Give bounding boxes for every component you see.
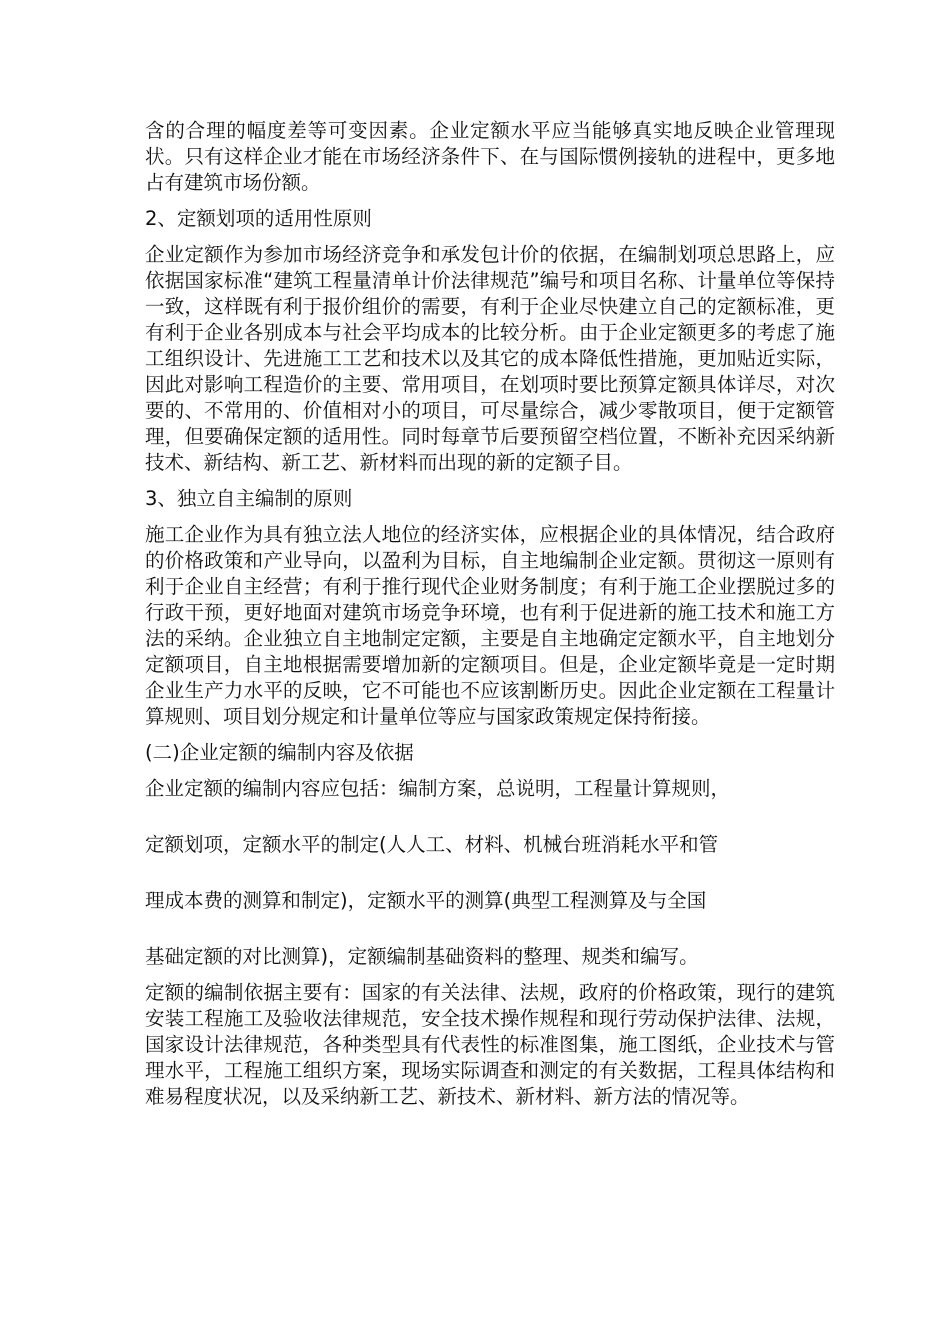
section-heading-independence: 3、独立自主编制的原则: [145, 487, 353, 510]
line-spacer: [145, 914, 835, 944]
section-heading-applicability: 2、定额划项的适用性原则: [145, 207, 372, 230]
content-line: 企业定额的编制内容应包括：编制方案，总说明，工程量计算规则，: [145, 777, 731, 800]
content-line: 基础定额的对比测算)，定额编制基础资料的整理、规类和编写。: [145, 945, 699, 968]
independence-paragraph: 施工企业作为具有独立法人地位的经济实体，应根据企业的具体情况，结合政府的价格政策和产业导向，以盈利为目标，自主地编制企业定额。贯彻这一原则有利于企业自主经营；有利于推行现代企业财务制度；有利于施工企业摆脱过多的行政干预，更好地面对建筑市场竞争环境，也有利于促进新的施工技术和施工方法的采纳。企业独立自主地制定定额，主要是自主地确定定额水平，自主地划分定额项目，自主地根据需要增加新的定额项目。但是，企业定额毕竟是一定时期企业生产力水平的反映，它不可能也不应该割断历史。因此企业定额在工程量计算规则、项目划分规定和计量单位等应与国家政策规定保持衔接。: [145, 523, 835, 728]
line-spacer: [145, 858, 835, 888]
document-page: [145, 118, 835, 1120]
basis-paragraph: 定额的编制依据主要有：国家的有关法律、法规，政府的价格政策，现行的建筑安装工程施工及验收法律规范，安全技术操作规程和现行劳动保护法律、法规，国家设计法律规范，各种类型具有代表性的标准图集，施工图纸，企业技术与管理水平，工程施工组织方案，现场实际调查和测定的有关数据，工程具体结构和难易程度状况，以及采纳新工艺、新技术、新材料、新方法的情况等。: [145, 981, 835, 1108]
section-heading-content-basis: (二)企业定额的编制内容及依据: [145, 741, 414, 764]
line-spacer: [145, 802, 835, 832]
content-line: 理成本费的测算和制定)，定额水平的测算(典型工程测算及与全国: [145, 889, 707, 912]
intro-paragraph: 含的合理的幅度差等可变因素。企业定额水平应当能够真实地反映企业管理现状。只有这样企业才能在市场经济条件下、在与国际惯例接轨的进程中，更多地占有建筑市场份额。: [145, 119, 835, 194]
content-line: 定额划项，定额水平的制定(人人工、材料、机械台班消耗水平和管: [145, 833, 719, 856]
applicability-paragraph: 企业定额作为参加市场经济竞争和承发包计价的依据，在编制划项总思路上，应依据国家标准“建筑工程量清单计价法律规范”编号和项目名称、计量单位等保持一致，这样既有利于报价组价的需要，有利于企业尽快建立自己的定额标准，更有利于企业各别成本与社会平均成本的比较分析。由于企业定额更多的考虑了施工组织设计、先进施工工艺和技术以及其它的成本降低性措施，更加贴近实际，因此对影响工程造价的主要、常用项目，在划项时要比预算定额具体详尽，对次要的、不常用的、价值相对小的项目，可尽量综合，减少零散项目，便于定额管理，但要确保定额的适用性。同时每章节后要预留空档位置，不断补充因采纳新技术、新结构、新工艺、新材料而出现的新的定额子目。: [145, 243, 835, 474]
